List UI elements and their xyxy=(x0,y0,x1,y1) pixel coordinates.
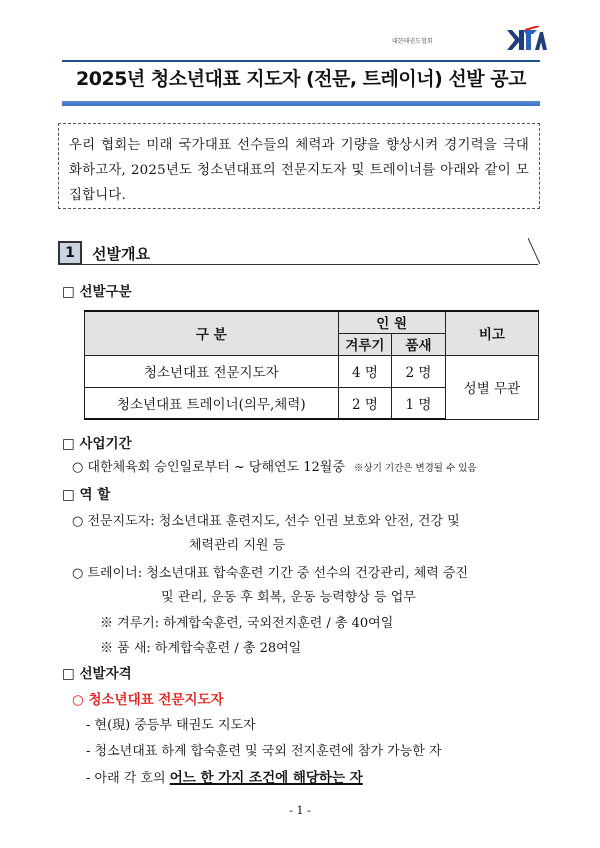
qualification-item: - 현(現) 중등부 태권도 지도자 xyxy=(86,718,256,733)
role-note-poomsae: ※ 품 새: 하계합숙훈련 / 총 28여일 xyxy=(100,641,302,656)
col-poomsae: 품새 xyxy=(392,333,446,355)
project-period-item: ○ 대한체육회 승인일로부터 ~ 당해연도 12월중 xyxy=(72,460,345,475)
section-underline xyxy=(82,264,538,265)
selection-table xyxy=(84,310,539,420)
org-name: 대한태권도협회 xyxy=(392,38,433,45)
role-heading: □ 역 할 xyxy=(62,487,111,503)
page-number: - 1 - xyxy=(289,804,311,817)
col-category: 구 분 xyxy=(85,311,339,355)
section-title: 선발개요 xyxy=(92,245,150,263)
role-item-trainer-cont: 및 관리, 운동 후 회복, 운동 능력향상 등 업무 xyxy=(161,590,416,605)
title-top-rule xyxy=(62,60,540,62)
kta-logo xyxy=(505,26,547,52)
intro-box xyxy=(58,123,540,209)
intro-text: 우리 협회는 미래 국가대표 선수들의 체력과 기량을 향상시켜 경기력을 극대화하고자, 2025년도 청소년대표의 전문지도자 및 트레이너를 아래와 같이 모집합니다. xyxy=(69,138,529,203)
title-bottom-rule xyxy=(62,101,540,106)
qualification-subheading: ○ 청소년대표 전문지도자 xyxy=(72,692,224,708)
section-number: 1 xyxy=(58,241,82,265)
row-name: 청소년대표 트레이너(의무,체력) xyxy=(85,387,339,419)
page-title: 2025년 청소년대표 지도자 (전문, 트레이너) 선발 공고 xyxy=(76,68,526,90)
role-item-coach: ○ 전문지도자: 청소년대표 훈련지도, 선수 인권 보호와 안전, 건강 및 xyxy=(72,514,460,529)
col-kyorugi: 겨루기 xyxy=(338,333,392,355)
project-period-note: ※상기 기간은 변경될 수 있음 xyxy=(354,463,477,474)
row-note: 성별 무관 xyxy=(445,355,538,419)
project-period-heading: □ 사업기간 xyxy=(62,436,132,452)
role-item-trainer: ○ 트레이너: 청소년대표 합숙훈련 기간 중 선수의 건강관리, 체력 증진 xyxy=(72,566,469,581)
selection-category-heading: □ 선발구분 xyxy=(62,284,132,300)
row-kyorugi: 4 명 xyxy=(338,355,392,387)
row-poomsae: 2 명 xyxy=(392,355,446,387)
qualification-heading: □ 선발자격 xyxy=(62,666,132,682)
qualification-emphasis: 어느 한 가지 조건에 해당하는 자 xyxy=(169,770,363,786)
col-note: 비고 xyxy=(445,311,538,355)
col-personnel: 인 원 xyxy=(338,311,445,333)
row-kyorugi: 2 명 xyxy=(338,387,392,419)
qualification-item-prefix: - 아래 각 호의 xyxy=(86,771,170,786)
role-note-kyorugi: ※ 겨루기: 하계합숙훈련, 국외전지훈련 / 총 40여일 xyxy=(100,616,394,631)
row-poomsae: 1 명 xyxy=(392,387,446,419)
qualification-item: - 청소년대표 하계 합숙훈련 및 국외 전지훈련에 참가 가능한 자 xyxy=(86,744,442,759)
role-item-coach-cont: 체력관리 지원 등 xyxy=(189,538,286,553)
section-corner-line xyxy=(528,238,540,266)
qualification-item-last xyxy=(86,766,363,786)
table-row xyxy=(85,355,539,387)
row-name: 청소년대표 전문지도자 xyxy=(85,355,339,387)
